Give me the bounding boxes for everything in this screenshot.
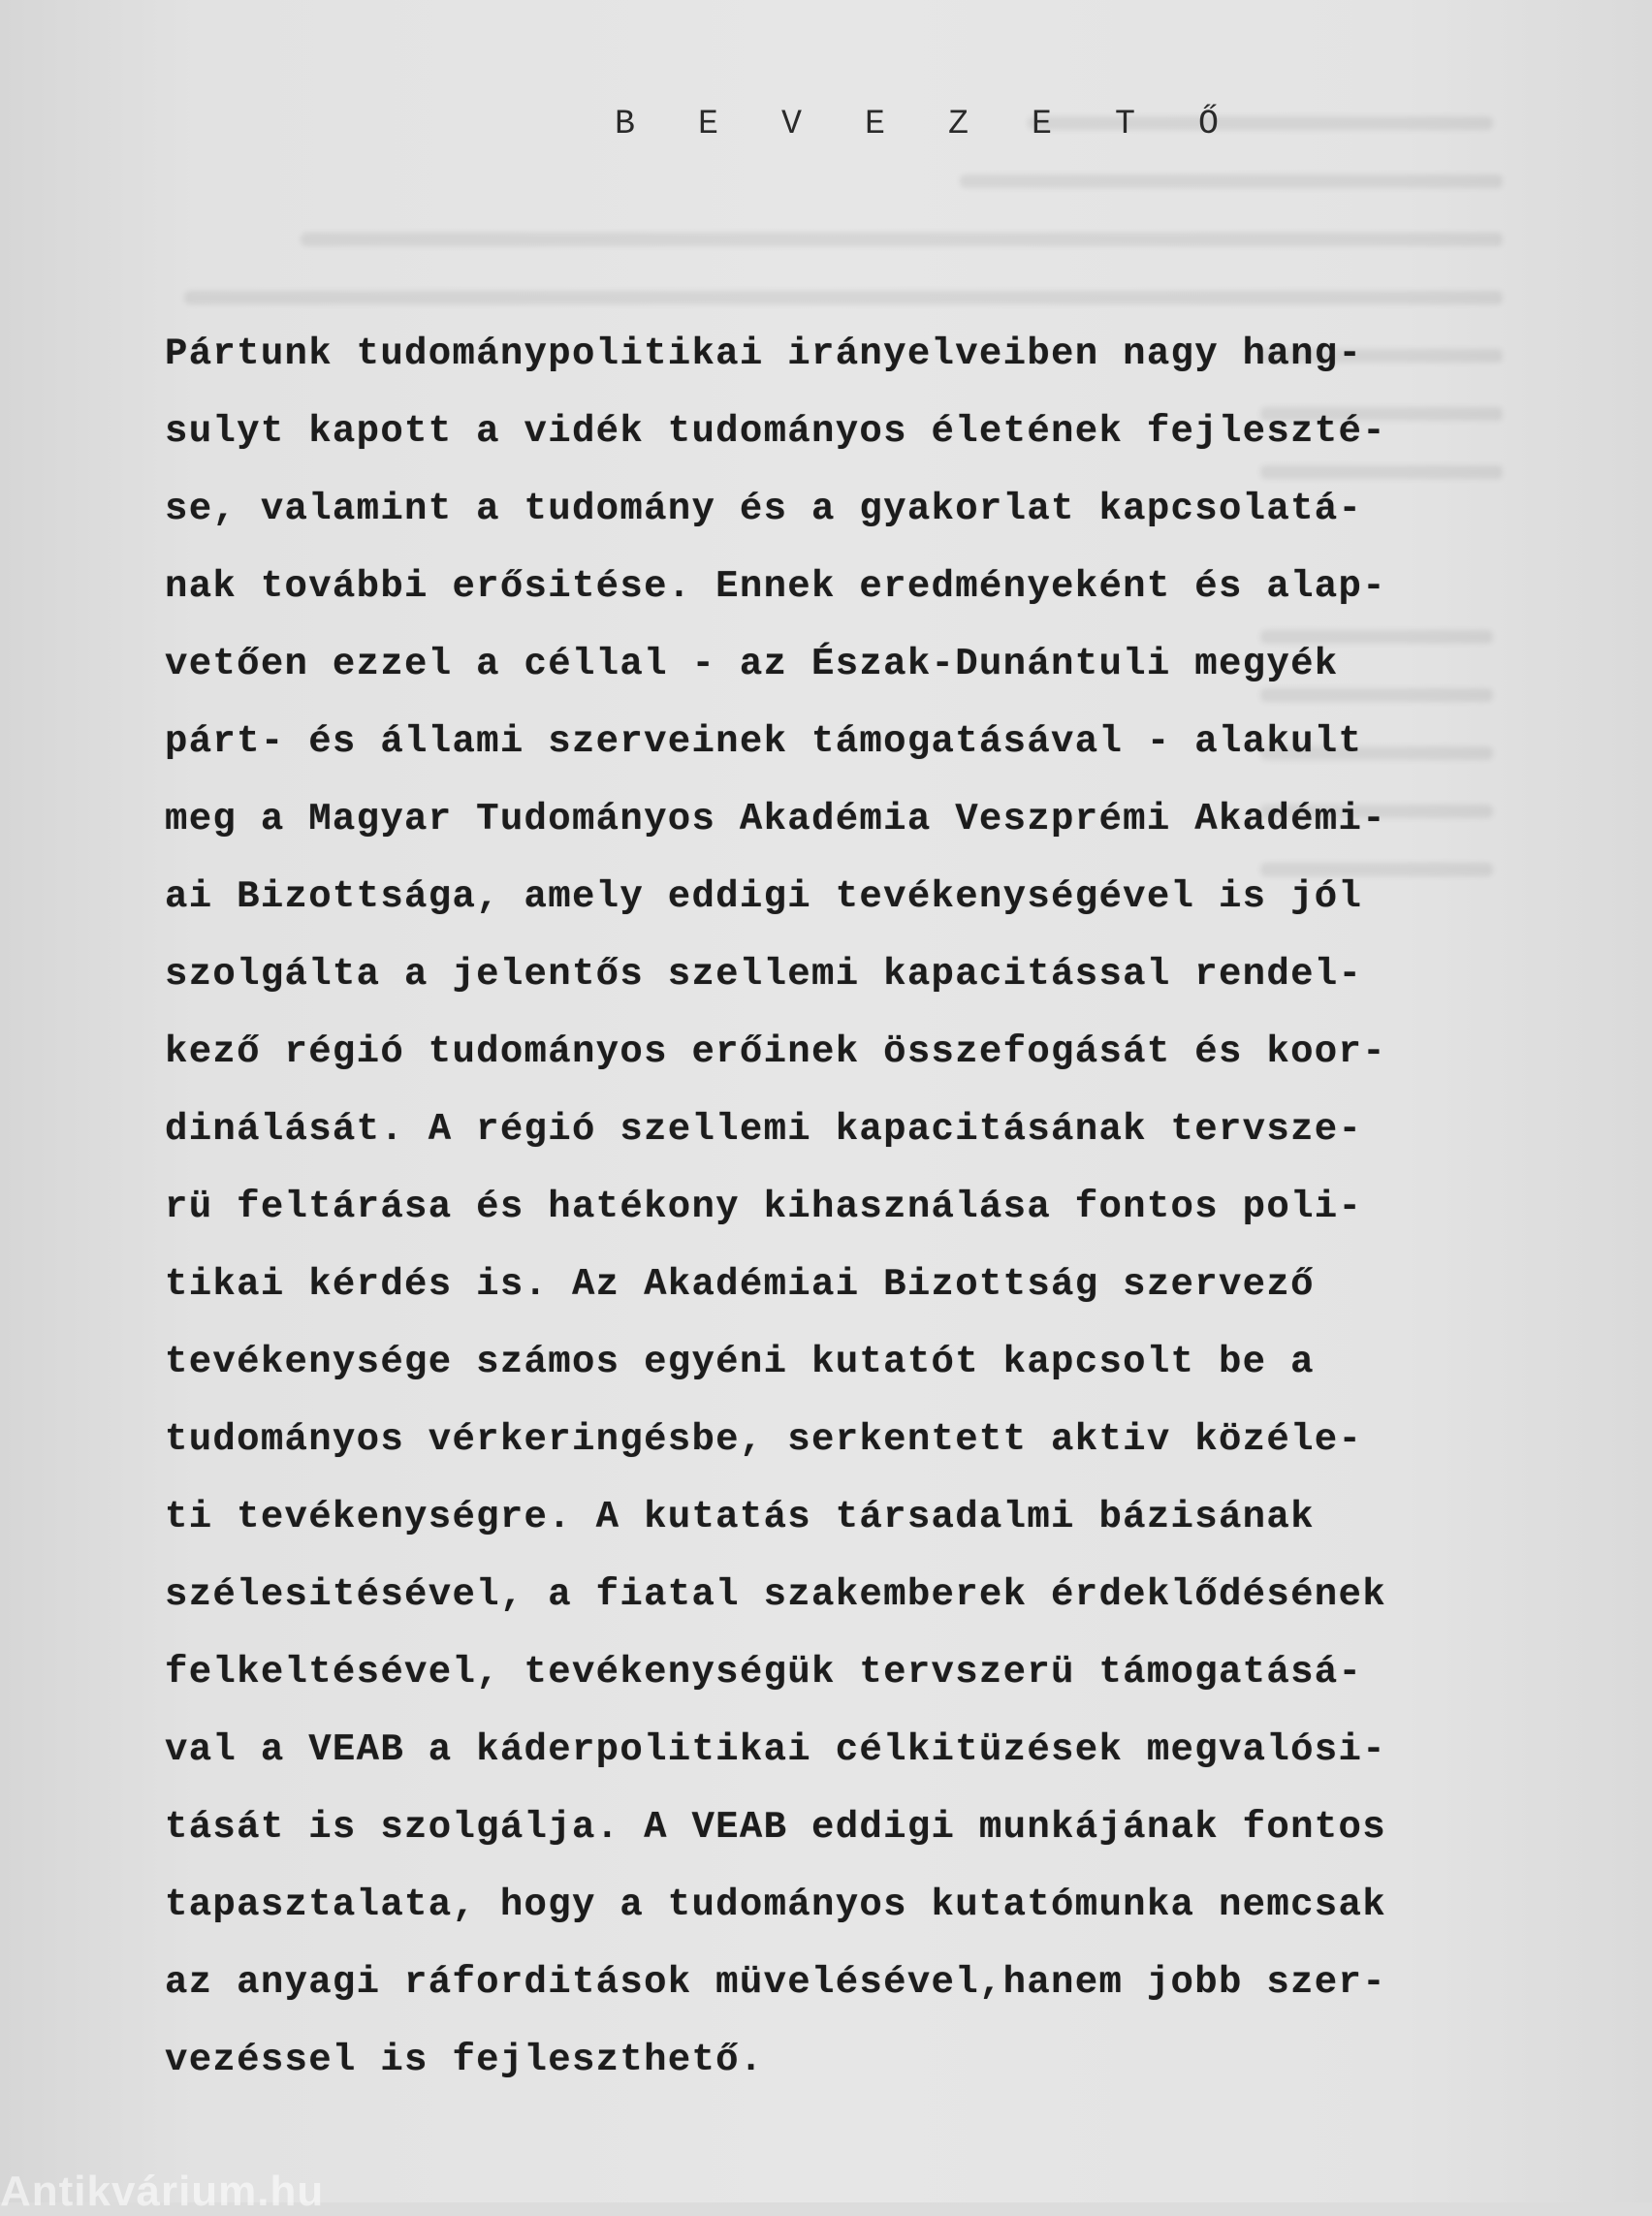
text-line: sulyt kapott a vidék tudományos életének fejleszté- — [165, 410, 1386, 453]
text-line: tevékenysége számos egyéni kutatót kapcsolt be a — [165, 1341, 1315, 1383]
text-line: vetően ezzel a céllal - az Észak-Dunántuli megyék — [165, 643, 1339, 685]
text-line: felkeltésével, tevékenységük tervszerü támogatásá- — [165, 1651, 1363, 1694]
text-line: az anyagi ráforditások müvelésével,hanem jobb szer- — [165, 1961, 1386, 2004]
text-line: meg a Magyar Tudományos Akadémia Veszprémi Akadémi- — [165, 798, 1386, 840]
text-line: szélesitésével, a fiatal szakemberek érdeklődésének — [165, 1573, 1386, 1616]
page-title: B E V E Z E T Ő — [615, 105, 1241, 143]
text-line: párt- és állami szerveinek támogatásával - alakult — [165, 720, 1363, 763]
text-line: ti tevékenységre. A kutatás társadalmi bázisának — [165, 1496, 1315, 1538]
text-line: rü feltárása és hatékony kihasználása fontos poli- — [165, 1186, 1363, 1228]
text-line: nak további erősitése. Ennek eredményeként és alap- — [165, 565, 1386, 608]
text-line: ai Bizottsága, amely eddigi tevékenységével is jól — [165, 875, 1363, 918]
text-line: dinálását. A régió szellemi kapacitásának tervsze- — [165, 1108, 1363, 1151]
text-line: tudományos vérkeringésbe, serkentett aktiv közéle- — [165, 1418, 1363, 1461]
text-line: tapasztalata, hogy a tudományos kutatómunka nemcsak — [165, 1884, 1386, 1926]
body-paragraph — [165, 330, 1415, 2113]
text-line: tikai kérdés is. Az Akadémiai Bizottság szervező — [165, 1263, 1315, 1306]
text-line: kező régió tudományos erőinek összefogását és koor- — [165, 1030, 1386, 1073]
watermark: Antikvárium.hu — [0, 2168, 325, 2215]
text-line: Pártunk tudománypolitikai irányelveiben nagy hang- — [165, 332, 1363, 375]
text-line: se, valamint a tudomány és a gyakorlat kapcsolatá- — [165, 488, 1363, 530]
text-line: tását is szolgálja. A VEAB eddigi munkájának fontos — [165, 1806, 1386, 1849]
text-line: vezéssel is fejleszthető. — [165, 2039, 764, 2081]
text-line: val a VEAB a káderpolitikai célkitüzések megvalósi- — [165, 1728, 1386, 1771]
text-line: szolgálta a jelentős szellemi kapacitással rendel- — [165, 953, 1363, 996]
